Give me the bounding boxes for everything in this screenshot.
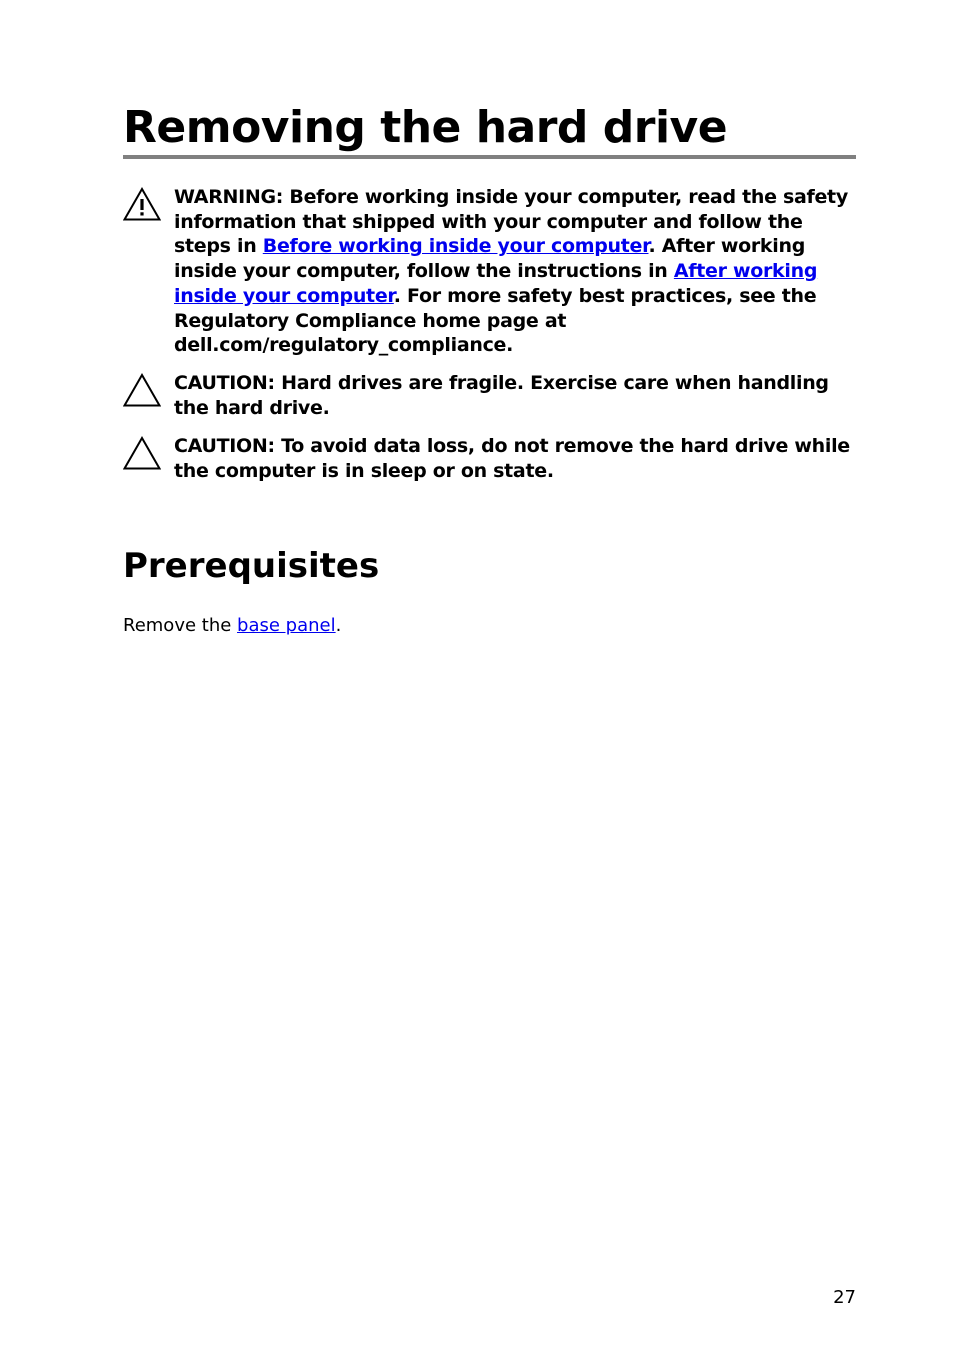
prerequisites-prefix: Remove the xyxy=(123,615,238,636)
caution-text-fragile: CAUTION: Hard drives are fragile. Exercise care when handling the hard drive. xyxy=(174,372,829,419)
prerequisites-heading: Prerequisites xyxy=(123,546,380,586)
prerequisites-suffix: . xyxy=(335,615,342,636)
caution-text-data-loss: CAUTION: To avoid data loss, do not remove the hard drive while the computer is in sleep or on state. xyxy=(174,435,850,482)
prerequisites-text xyxy=(123,613,341,639)
warning-text xyxy=(174,185,854,358)
page-title: Removing the hard drive xyxy=(123,102,728,153)
base-panel-link[interactable]: base panel xyxy=(237,615,336,636)
warning-text-middle: . After working inside your computer, follow the instructions in xyxy=(174,235,805,283)
caution-notice-fragile xyxy=(123,371,856,423)
warning-notice xyxy=(123,185,856,360)
caution-triangle-icon xyxy=(123,436,161,470)
warning-text-prefix: WARNING: Before working inside your computer, read the safety information that shipped with your computer and follow the steps in xyxy=(174,186,848,258)
page-number: 27 xyxy=(833,1287,856,1308)
before-working-link[interactable]: Before working inside your computer xyxy=(262,235,649,258)
title-rule xyxy=(123,155,856,159)
after-working-link[interactable]: After working inside your computer xyxy=(174,260,818,307)
caution-triangle-icon xyxy=(123,373,161,407)
caution-notice-data-loss xyxy=(123,434,856,486)
warning-text-suffix: . For more safety best practices, see the Regulatory Compliance home page at dell.com/regulatory_compliance. xyxy=(174,284,817,357)
warning-triangle-icon xyxy=(123,187,161,221)
